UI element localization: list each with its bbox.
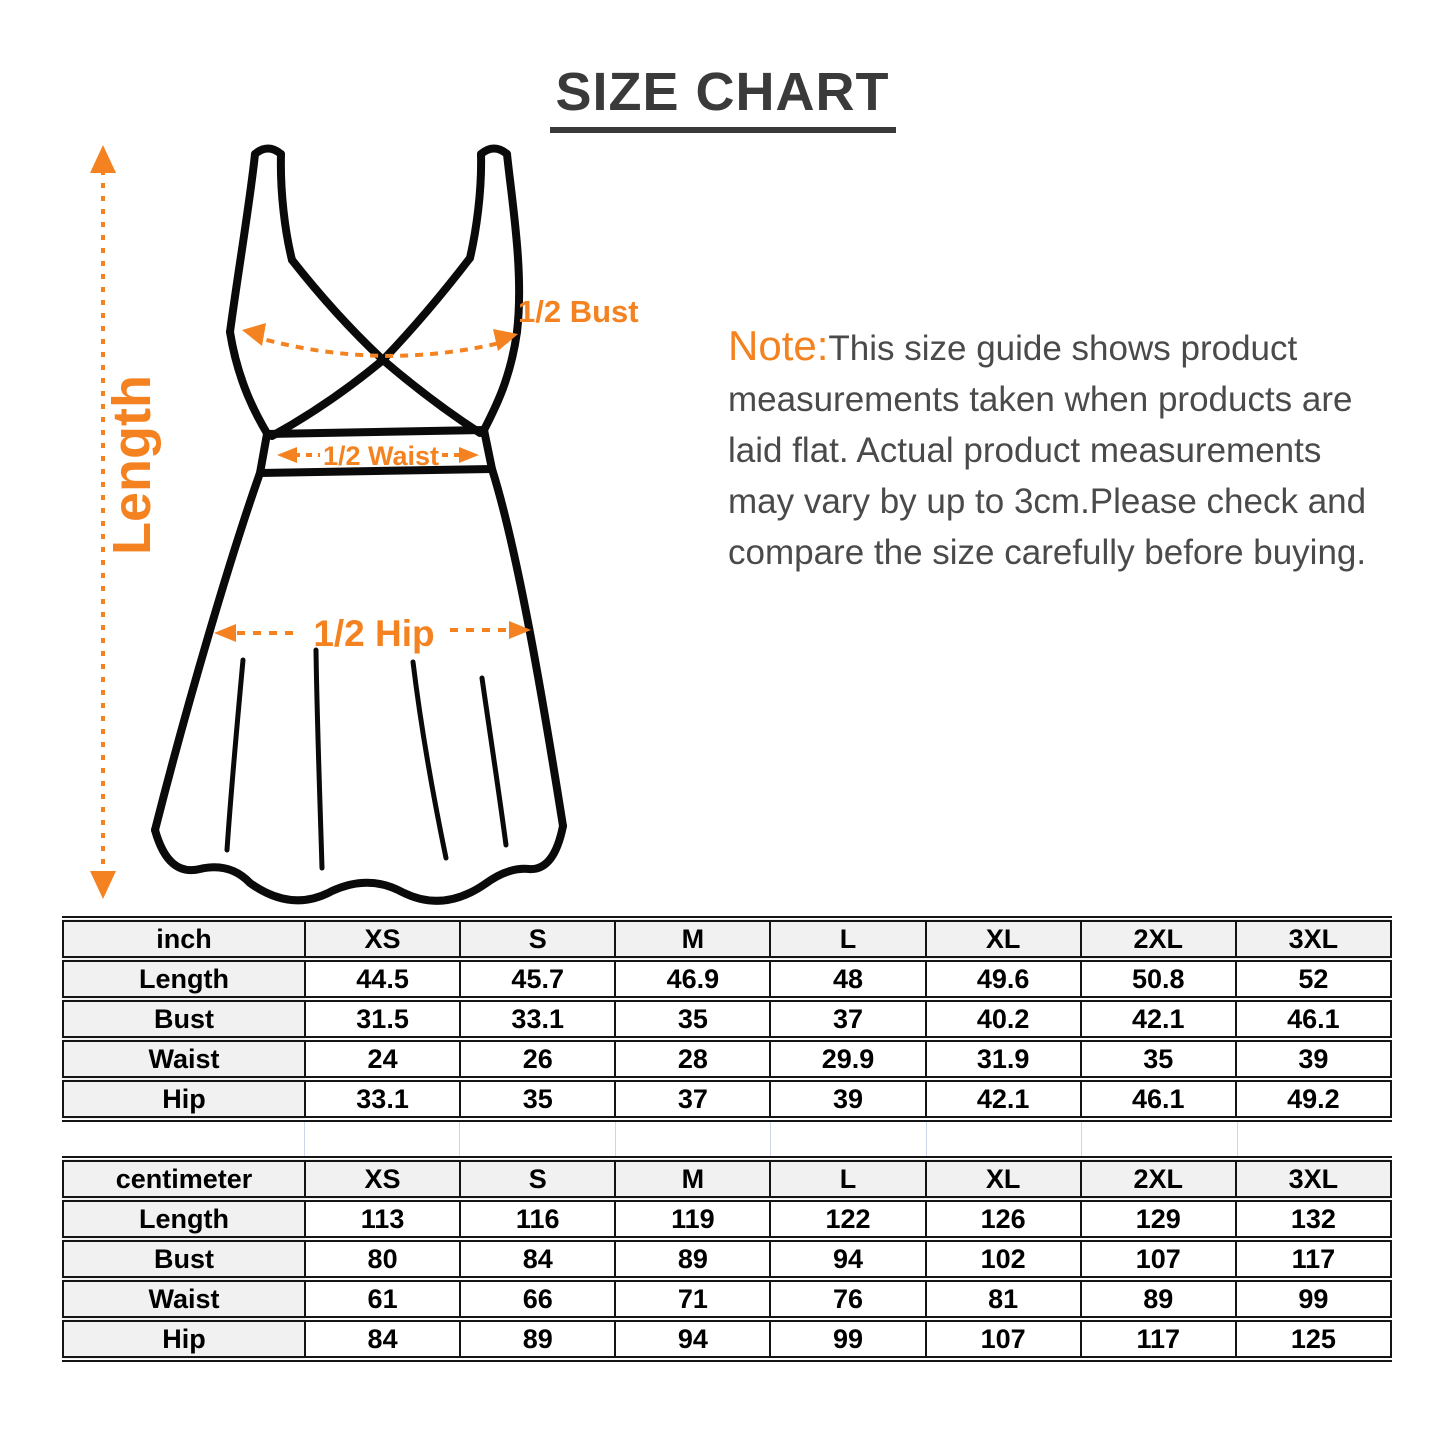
value-cell: 45.7 <box>460 959 615 999</box>
skirt-pleat-lines <box>227 650 506 868</box>
value-cell: 49.6 <box>926 959 1081 999</box>
value-cell: 107 <box>926 1319 1081 1359</box>
size-col-header: XS <box>305 1159 460 1199</box>
table-row <box>63 1319 1391 1359</box>
size-col-header: S <box>460 919 615 959</box>
size-col-header: 3XL <box>1236 1159 1391 1199</box>
waist-arrowhead-left <box>277 447 297 463</box>
size-col-header: L <box>770 1159 925 1199</box>
value-cell: 132 <box>1236 1199 1391 1239</box>
value-cell: 24 <box>305 1039 460 1079</box>
page-title: SIZE CHART <box>550 64 896 133</box>
row-label: Length <box>63 959 305 999</box>
row-label: Waist <box>63 1039 305 1079</box>
note-line: may vary by up to 3cm.Please check and <box>728 482 1367 521</box>
value-cell: 35 <box>460 1079 615 1119</box>
value-cell: 31.9 <box>926 1039 1081 1079</box>
value-cell: 50.8 <box>1081 959 1236 999</box>
table-row <box>63 999 1391 1039</box>
row-label: Hip <box>63 1079 305 1119</box>
value-cell: 125 <box>1236 1319 1391 1359</box>
spacer-gridline <box>770 1122 771 1156</box>
unit-header: centimeter <box>63 1159 305 1199</box>
value-cell: 76 <box>770 1279 925 1319</box>
row-label: Bust <box>63 999 305 1039</box>
value-cell: 122 <box>770 1199 925 1239</box>
size-col-header: S <box>460 1159 615 1199</box>
value-cell: 42.1 <box>926 1079 1081 1119</box>
value-cell: 102 <box>926 1239 1081 1279</box>
value-cell: 99 <box>1236 1279 1391 1319</box>
value-cell: 117 <box>1081 1319 1236 1359</box>
inch-table <box>62 916 1392 1122</box>
row-label: Bust <box>63 1239 305 1279</box>
value-cell: 37 <box>615 1079 770 1119</box>
value-cell: 37 <box>770 999 925 1039</box>
unit-header: inch <box>63 919 305 959</box>
value-cell: 117 <box>1236 1239 1391 1279</box>
value-cell: 31.5 <box>305 999 460 1039</box>
length-arrowhead-bottom <box>90 871 116 899</box>
value-cell: 61 <box>305 1279 460 1319</box>
table-row <box>63 1039 1391 1079</box>
hip-label: 1/2 Hip <box>313 613 435 654</box>
size-col-header: 3XL <box>1236 919 1391 959</box>
value-cell: 89 <box>615 1239 770 1279</box>
size-tables <box>62 916 1392 1362</box>
value-cell: 35 <box>1081 1039 1236 1079</box>
value-cell: 84 <box>305 1319 460 1359</box>
value-cell: 94 <box>615 1319 770 1359</box>
table-row <box>63 1199 1391 1239</box>
row-label: Hip <box>63 1319 305 1359</box>
dress-outline <box>155 149 563 901</box>
row-label: Waist <box>63 1279 305 1319</box>
value-cell: 40.2 <box>926 999 1081 1039</box>
waist-arrowhead-right <box>459 447 479 463</box>
note-text: This size guide shows product <box>828 329 1298 368</box>
value-cell: 46.9 <box>615 959 770 999</box>
dress-measurement-diagram <box>80 140 655 920</box>
size-col-header: 2XL <box>1081 919 1236 959</box>
note-line: laid flat. Actual product measurements <box>728 431 1322 470</box>
size-col-header: M <box>615 919 770 959</box>
value-cell: 26 <box>460 1039 615 1079</box>
note-prefix: Note: <box>728 322 829 369</box>
inch-header-row <box>63 919 1391 959</box>
value-cell: 126 <box>926 1199 1081 1239</box>
value-cell: 35 <box>615 999 770 1039</box>
hip-arrowhead-left <box>214 624 236 642</box>
spacer-gridline <box>1081 1122 1082 1156</box>
value-cell: 129 <box>1081 1199 1236 1239</box>
value-cell: 29.9 <box>770 1039 925 1079</box>
size-col-header: XS <box>305 919 460 959</box>
note-line: measurements taken when products are <box>728 380 1353 419</box>
table-row <box>63 959 1391 999</box>
bust-arrowhead-left <box>242 323 266 346</box>
waist-label: 1/2 Waist <box>322 441 440 471</box>
value-cell: 81 <box>926 1279 1081 1319</box>
value-cell: 89 <box>460 1319 615 1359</box>
value-cell: 80 <box>305 1239 460 1279</box>
table-row <box>63 1279 1391 1319</box>
size-col-header: XL <box>926 1159 1081 1199</box>
value-cell: 99 <box>770 1319 925 1359</box>
note-paragraph <box>728 320 1418 578</box>
table-row <box>63 1079 1391 1119</box>
value-cell: 39 <box>1236 1039 1391 1079</box>
size-col-header: M <box>615 1159 770 1199</box>
value-cell: 49.2 <box>1236 1079 1391 1119</box>
value-cell: 116 <box>460 1199 615 1239</box>
spacer-gridline <box>615 1122 616 1156</box>
table-row <box>63 1239 1391 1279</box>
value-cell: 46.1 <box>1081 1079 1236 1119</box>
value-cell: 52 <box>1236 959 1391 999</box>
value-cell: 119 <box>615 1199 770 1239</box>
value-cell: 28 <box>615 1039 770 1079</box>
value-cell: 44.5 <box>305 959 460 999</box>
bust-label: 1/2 Bust <box>518 294 639 329</box>
length-label: Length <box>102 375 162 555</box>
size-col-header: L <box>770 919 925 959</box>
centimeter-header-row <box>63 1159 1391 1199</box>
value-cell: 39 <box>770 1079 925 1119</box>
value-cell: 46.1 <box>1236 999 1391 1039</box>
value-cell: 107 <box>1081 1239 1236 1279</box>
value-cell: 48 <box>770 959 925 999</box>
value-cell: 94 <box>770 1239 925 1279</box>
value-cell: 113 <box>305 1199 460 1239</box>
size-col-header: XL <box>926 919 1081 959</box>
centimeter-table <box>62 1156 1392 1362</box>
size-col-header: 2XL <box>1081 1159 1236 1199</box>
spacer-gridline <box>1237 1122 1238 1156</box>
note-line: compare the size carefully before buying. <box>728 533 1367 572</box>
table-spacer <box>62 1122 1392 1156</box>
value-cell: 89 <box>1081 1279 1236 1319</box>
value-cell: 33.1 <box>460 999 615 1039</box>
value-cell: 71 <box>615 1279 770 1319</box>
value-cell: 84 <box>460 1239 615 1279</box>
value-cell: 66 <box>460 1279 615 1319</box>
spacer-gridline <box>926 1122 927 1156</box>
value-cell: 33.1 <box>305 1079 460 1119</box>
note-line <box>728 320 1418 374</box>
row-label: Length <box>63 1199 305 1239</box>
spacer-gridline <box>459 1122 460 1156</box>
spacer-gridline <box>304 1122 305 1156</box>
length-arrowhead-top <box>90 145 116 173</box>
value-cell: 42.1 <box>1081 999 1236 1039</box>
